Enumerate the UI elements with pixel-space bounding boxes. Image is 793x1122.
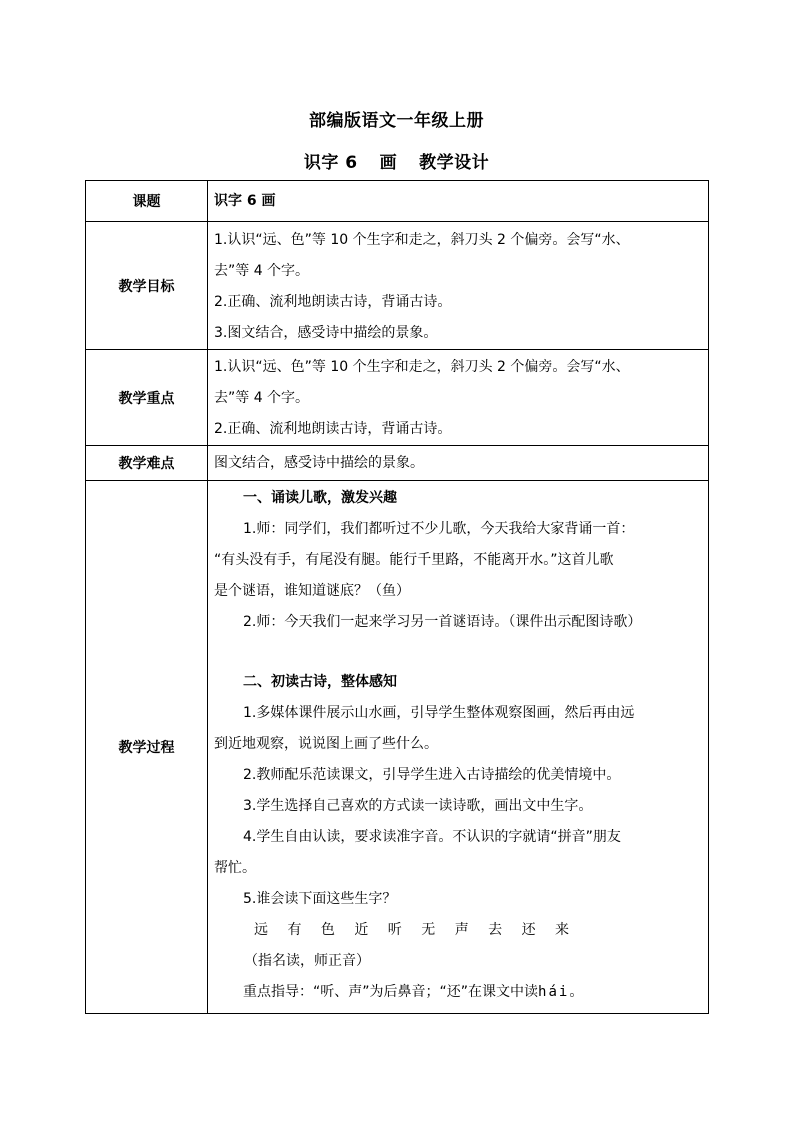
goals-line-2: 去”等 4 个字。 <box>214 263 310 279</box>
section-1-heading: 一、诵读儿歌，激发兴趣 <box>243 490 397 506</box>
s2-p3: 3.学生选择自己喜欢的方式读一读诗歌，画出文中生字。 <box>243 798 593 814</box>
label-process: 教学过程 <box>86 481 208 1014</box>
row-topic <box>86 181 709 222</box>
s2-p4-line-2: 帮忙。 <box>214 860 256 876</box>
content-difficulty <box>208 446 709 481</box>
goals-line-3: 2.正确、流利地朗读古诗，背诵古诗。 <box>214 294 452 310</box>
s2-focus-pinyin: hái <box>538 984 570 1000</box>
row-process <box>86 481 709 1014</box>
label-goals: 教学目标 <box>86 222 208 350</box>
subtitle-topic: 画 <box>379 153 398 173</box>
section-2-heading: 二、初读古诗，整体感知 <box>243 674 397 690</box>
label-key-points: 教学重点 <box>86 350 208 446</box>
s2-focus <box>208 977 708 1008</box>
topic-value: 识字 6 画 <box>214 192 276 209</box>
row-goals <box>86 222 709 350</box>
lesson-plan-table <box>85 180 709 1014</box>
s1-p1-line-2: “有头没有手，有尾没有腿。能行千里路，不能离开水。”这首儿歌 <box>214 552 614 568</box>
s2-p1-line-1: 1.多媒体课件展示山水画，引导学生整体观察图画，然后再由远 <box>243 705 635 721</box>
s1-p2: 2.师：今天我们一起来学习另一首谜语诗。（课件出示配图诗歌） <box>243 614 642 630</box>
s1-p1-line-1: 1.师：同学们，我们都听过不少儿歌，今天我给大家背诵一首： <box>243 521 635 537</box>
row-difficulty <box>86 446 709 481</box>
label-topic: 课题 <box>86 181 208 222</box>
s2-focus-end: 。 <box>569 984 584 1000</box>
goals-line-4: 3.图文结合，感受诗中描绘的景象。 <box>214 325 438 341</box>
s2-p1-line-2: 到近地观察，说说图上画了些什么。 <box>214 736 438 752</box>
subtitle-design: 教学设计 <box>419 153 490 173</box>
content-process <box>208 481 709 1014</box>
s2-p2: 2.教师配乐范读课文，引导学生进入古诗描绘的优美情境中。 <box>243 767 621 783</box>
goals-line-1: 1.认识“远、色”等 10 个生字和走之，斜刀头 2 个偏旁。会写“水、 <box>214 232 630 248</box>
key-line-3: 2.正确、流利地朗读古诗，背诵古诗。 <box>214 421 452 437</box>
s2-focus-text: 重点指导：“听、声”为后鼻音；“还”在课文中读 <box>243 984 539 1000</box>
content-topic <box>208 181 709 222</box>
new-characters-list: 远 有 色 近 听 无 声 去 还 来 <box>254 922 571 938</box>
s1-p1-line-3: 是个谜语，谁知道谜底？（鱼） <box>214 583 410 599</box>
label-difficulty: 教学难点 <box>86 446 208 481</box>
document-subtitle <box>0 148 793 173</box>
difficulty-value: 图文结合，感受诗中描绘的景象。 <box>214 454 424 471</box>
row-key-points <box>86 350 709 446</box>
spacer <box>208 638 708 667</box>
key-line-1: 1.认识“远、色”等 10 个生字和走之，斜刀头 2 个偏旁。会写“水、 <box>214 359 630 375</box>
document-title: 部编版语文一年级上册 <box>309 111 484 131</box>
s2-p5: 5.谁会读下面这些生字？ <box>243 891 397 907</box>
s2-note: （指名读，师正音） <box>244 953 370 969</box>
subtitle-lesson: 识字 6 <box>303 153 358 173</box>
content-key-points <box>208 350 709 446</box>
key-line-2: 去”等 4 个字。 <box>214 390 310 406</box>
s2-p4-line-1: 4.学生自由认读，要求读准字音。不认识的字就请“拼音”朋友 <box>243 829 621 845</box>
content-goals <box>208 222 709 350</box>
